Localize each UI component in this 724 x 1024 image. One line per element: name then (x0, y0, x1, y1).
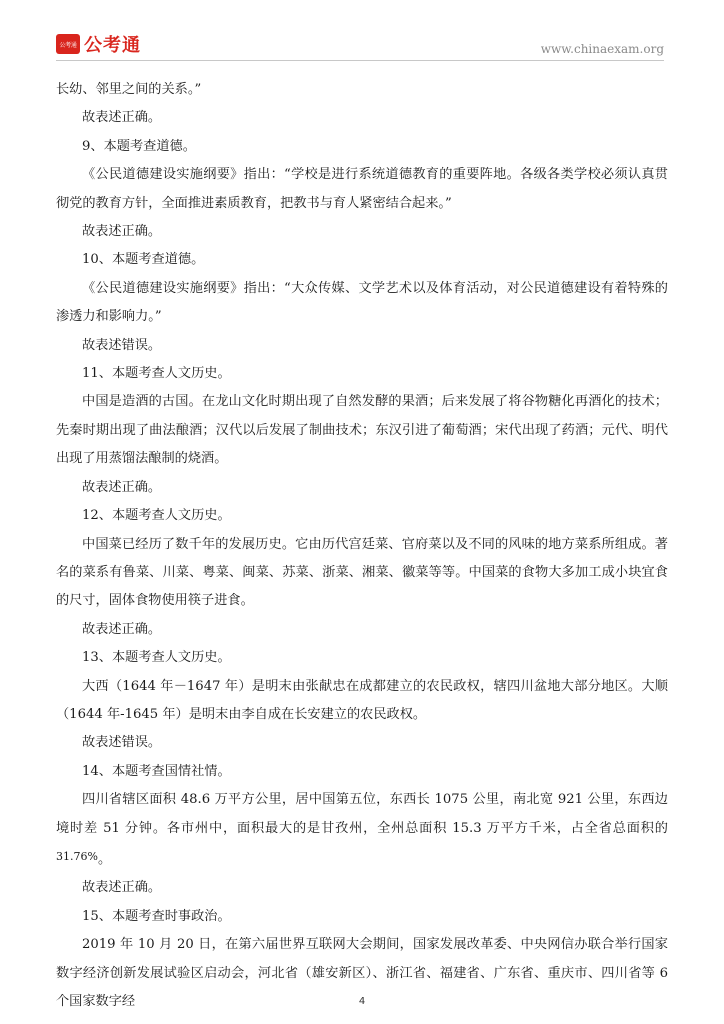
paragraph: 中国是造酒的古国。在龙山文化时期出现了自然发酵的果酒；后来发展了将谷物糖化再酒化的技术；先秦时期出现了曲法酿酒；汉代以后发展了制曲技术；东汉引进了葡萄酒；宋代出现了药酒；元代、明代出现了用蒸馏法酿制的烧酒。 (56, 394, 668, 467)
paragraph: 故表述正确。 (82, 224, 162, 240)
brand-logo[interactable] (56, 32, 141, 56)
paragraph: 故表述正确。 (82, 110, 162, 126)
paragraph: 《公民道德建设实施纲要》指出：“大众传媒、文学艺术以及体育活动，对公民道德建设有着特殊的渗透力和影响力。” (56, 280, 668, 325)
question-heading: 9、本题考查道德。 (82, 138, 196, 154)
paragraph: 2019 年 10 月 20 日，在第六届世界互联网大会期间，国家发展改革委、中央网信办联合举行国家数字经济创新发展试验区启动会，河北省（雄安新区）、浙江省、福建省、广东省、重庆市、四川省等 6 个国家数字经 (56, 937, 668, 1009)
site-url: www.chinaexam.org (540, 42, 664, 56)
question-heading: 15、本题考查时事政治。 (82, 908, 231, 924)
header-divider (56, 60, 664, 61)
paragraph: 故表述错误。 (82, 735, 162, 751)
page-number: 4 (358, 996, 366, 1007)
paragraph: 中国菜已经历了数千年的发展历史。它由历代宫廷菜、官府菜以及不同的风味的地方菜系所组成。著名的菜系有鲁菜、川菜、粤菜、闽菜、苏菜、浙菜、湘菜、徽菜等等。中国菜的食物大多加工成小块宜食的尺寸，固体食物使用筷子进食。 (56, 536, 668, 609)
document-body (56, 76, 668, 1016)
question-heading: 12、本题考查人文历史。 (82, 508, 231, 524)
paragraph: 长幼、邻里之间的关系。” (56, 82, 202, 97)
percentage-value: 31.76% (56, 849, 98, 863)
question-heading: 10、本题考查道德。 (82, 252, 205, 268)
paragraph-tail: 。 (97, 851, 112, 867)
paragraph-text: 四川省辖区面积 48.6 万平方公里，居中国第五位，东西长 1075 公里，南北宽 921 公里，东西边境时差 51 分钟。各市州中，面积最大的是甘孜州，全州总面积 15.3 万平方千米，占全省总面积的 (56, 792, 668, 836)
paragraph: 故表述错误。 (82, 337, 162, 353)
paragraph: 故表述正确。 (82, 880, 162, 896)
paragraph: 故表述正确。 (82, 479, 162, 495)
paragraph (56, 786, 668, 874)
question-heading: 13、本题考查人文历史。 (82, 650, 231, 666)
paragraph: 大西（1644 年－1647 年）是明末由张献忠在成都建立的农民政权，辖四川盆地大部分地区。大顺（1644 年-1645 年）是明末由李自成在长安建立的农民政权。 (56, 678, 668, 722)
question-heading: 11、本题考查人文历史。 (82, 366, 231, 382)
logo-mark: 公考通 (56, 34, 80, 54)
question-heading: 14、本题考查国情社情。 (82, 763, 231, 779)
logo-text: 公考通 (84, 35, 141, 56)
page-header (56, 30, 664, 62)
paragraph: 故表述正确。 (82, 621, 162, 637)
paragraph: 《公民道德建设实施纲要》指出：“学校是进行系统道德教育的重要阵地。各级各类学校必须认真贯彻党的教育方针，全面推进素质教育，把教书与育人紧密结合起来。” (56, 167, 668, 211)
